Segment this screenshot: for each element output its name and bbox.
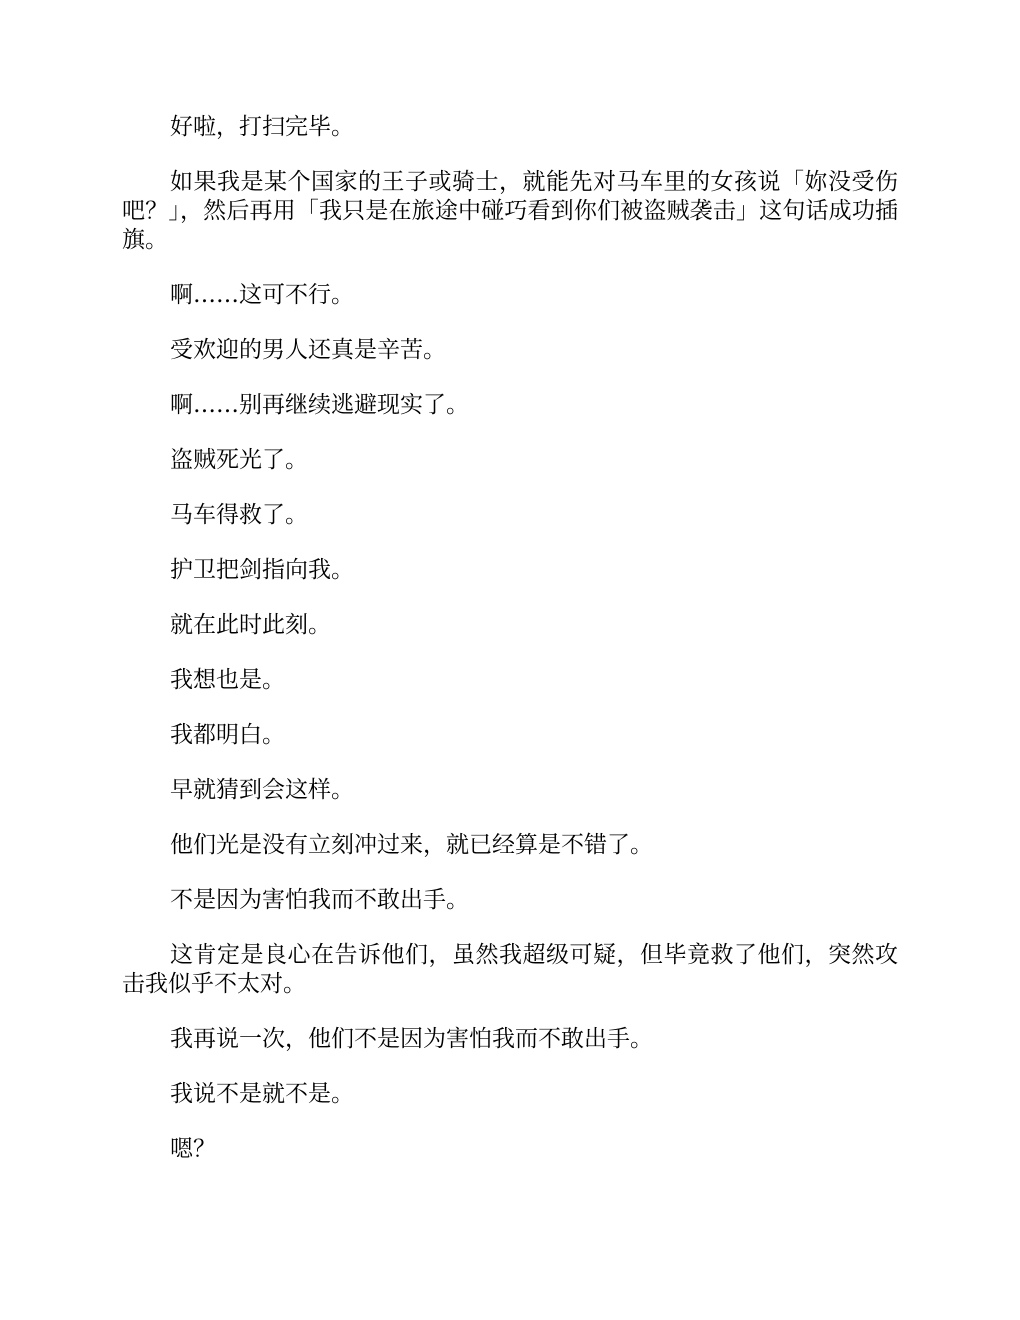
paragraph: 我想也是。 (170, 667, 285, 693)
paragraph: 啊……别再继续逃避现实了。 (170, 392, 469, 418)
paragraph: 嗯？ (170, 1136, 216, 1162)
paragraph: 受欢迎的男人还真是辛苦。 (170, 337, 446, 363)
paragraph: 不是因为害怕我而不敢出手。 (170, 887, 469, 913)
document-page (122, 113, 898, 1190)
paragraph: 马车得救了。 (170, 502, 308, 528)
paragraph: 就在此时此刻。 (170, 612, 331, 638)
paragraph: 早就猜到会这样。 (170, 777, 354, 803)
paragraph: 他们光是没有立刻冲过来，就已经算是不错了。 (170, 832, 653, 858)
paragraph: 如果我是某个国家的王子或骑士，就能先对马车里的女孩说「妳没受伤吧？」，然后再用「我只是在旅途中碰巧看到你们被盗贼袭击」这句话成功插旗。 (122, 169, 898, 253)
paragraph: 护卫把剑指向我。 (170, 557, 354, 583)
paragraph: 这肯定是良心在告诉他们，虽然我超级可疑，但毕竟救了他们，突然攻击我似乎不太对。 (122, 942, 898, 997)
paragraph: 好啦，打扫完毕。 (170, 114, 354, 140)
paragraph: 我说不是就不是。 (170, 1081, 354, 1107)
paragraph: 我都明白。 (170, 722, 285, 748)
paragraph: 我再说一次，他们不是因为害怕我而不敢出手。 (170, 1026, 653, 1052)
paragraph: 啊……这可不行。 (170, 282, 354, 308)
paragraph: 盗贼死光了。 (170, 447, 308, 473)
